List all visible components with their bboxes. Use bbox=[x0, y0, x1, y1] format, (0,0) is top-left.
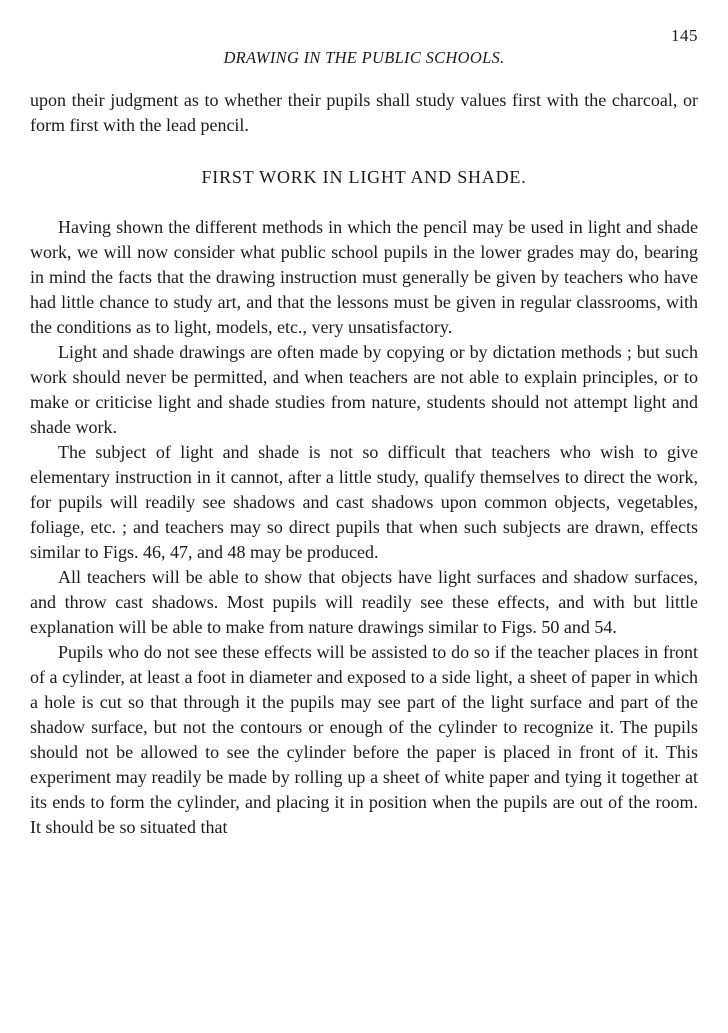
intro-paragraph: upon their judgment as to whether their pupils shall study values first with the charcoal, or form first with the lead pencil. bbox=[30, 90, 698, 135]
body-paragraph-3: The subject of light and shade is not so difficult that teachers who wish to give elementary instruction in it cannot, after a little study, qualify themselves to direct the work, for pupils will readily see shadows and cast shadows upon common objects, vegetables, foliage, etc. ; and teachers may so direct pupils that when such subjects are drawn, effects similar to Figs. 46, 47, and 48 may be produced. bbox=[30, 442, 698, 562]
running-head: DRAWING IN THE PUBLIC SCHOOLS. bbox=[223, 48, 505, 67]
body-paragraph-1: Having shown the different methods in which the pencil may be used in light and shade work, we will now consider what public school pupils in the lower grades may do, bearing in mind the facts that the drawing instruction must generally be given by teachers who have had little chance to study art, and that the lessons must be given in regular classrooms, with the conditions as to light, models, etc., very unsatisfactory. bbox=[30, 217, 698, 337]
body-paragraph-4: All teachers will be able to show that objects have light surfaces and shadow surfaces, and throw cast shadows. Most pupils will readily see these effects, and with but little explanation will be able to make from nature drawings similar to Figs. 50 and 54. bbox=[30, 567, 698, 637]
page-number: 145 bbox=[671, 26, 698, 45]
body-paragraph-2: Light and shade drawings are often made by copying or by dictation methods ; but such work should never be permitted, and when teachers are not able to explain principles, or to make or criticise light and shade studies from nature, students should not attempt light and shade work. bbox=[30, 342, 698, 437]
section-heading: FIRST WORK IN LIGHT AND SHADE. bbox=[201, 167, 527, 187]
body-paragraph-5: Pupils who do not see these effects will be assisted to do so if the teacher places in front of a cylinder, at least a foot in diameter and exposed to a side light, a sheet of paper in which a hole is cut so that through it the pupils may see part of the light surface and part of the shadow surface, but not the contours or enough of the cylinder to recognize it. The pupils should not be allowed to see the cylinder before the paper is placed in front of it. This experiment may readily be made by rolling up a sheet of white paper and tying it together at its ends to form the cylinder, and placing it in position when the pupils are out of the room. It should be so situated that bbox=[30, 642, 698, 837]
